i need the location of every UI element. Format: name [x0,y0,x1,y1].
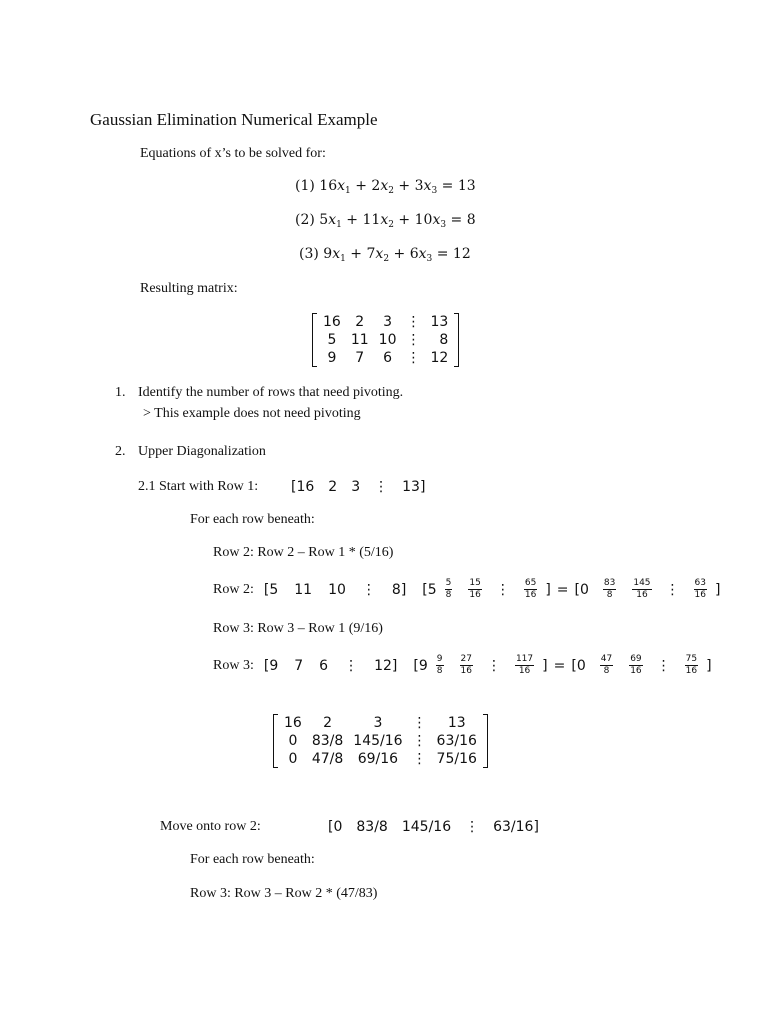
row-separator: ⋮ [486,657,501,674]
augmented-matrix [312,313,459,367]
step-1-note: > This example does not need pivoting [143,406,361,421]
matrix-separator: ⋮ [406,314,421,330]
step-2-1-row [291,479,425,495]
row3-operation-2: Row 3: Row 3 – Row 2 * (47/83) [190,886,378,901]
row-value: 5 [427,581,437,598]
row-label: Row 2: [213,581,254,597]
row-value: 11 [294,581,313,598]
matrix-cell: 3 [373,715,383,731]
denominator: 16 [685,666,698,676]
matrix-cell: 6 [383,350,393,366]
coef: 7 [366,246,376,262]
matrix-row [279,732,482,750]
denominator: 16 [518,666,531,676]
right-bracket: ] [545,581,551,598]
denominator: 16 [694,590,706,600]
matrix-separator: ⋮ [406,332,421,348]
fraction [436,654,444,677]
fraction [600,654,613,677]
fraction [629,654,642,677]
row-value: 6 [319,657,329,674]
matrix-cell: 8 [439,332,449,348]
left-bracket [273,714,278,768]
denominator: 8 [606,590,613,600]
fraction [468,578,481,601]
matrix-cell: 83/8 [311,733,344,749]
matrix-separator: ⋮ [412,733,427,749]
coef: 10 [414,212,433,228]
row-value: 0 [576,657,586,674]
row-value: 7 [294,657,304,674]
coef: 2 [371,178,381,194]
fraction [460,654,473,677]
denominator: 16 [636,590,648,600]
matrix-cell: 47/8 [311,751,344,767]
fraction [694,578,707,601]
rhs: 8 [466,212,476,228]
row-separator: ⋮ [495,581,510,598]
numerator: 63 [694,578,706,588]
fraction [445,578,453,601]
matrix-cell: 13 [447,715,466,731]
matrix-cell: 2 [323,715,333,731]
resulting-matrix-label: Resulting matrix: [140,281,238,296]
numerator: 69 [630,654,642,664]
row-label: Row 3: [213,657,254,673]
right-bracket: ] [391,657,398,674]
row-value: 0 [579,581,589,598]
row-value: 13 [402,479,420,495]
row-value: 8 [391,581,401,598]
row-separator: ⋮ [465,819,480,835]
matrix-row [318,313,453,331]
right-bracket: ] [706,657,712,674]
equation-2: (2) $5x_1 + 11x_2 + 10x_3 = 8$ [295,212,476,230]
row-separator: ⋮ [656,657,671,674]
row-value: 2 [328,479,338,495]
matrix-cell: 145/16 [353,733,403,749]
left-bracket: [ [422,581,428,598]
denominator: 8 [445,590,452,600]
intro-text: Equations of x’s to be solved for: [140,146,326,161]
matrix-cell: 7 [355,350,365,366]
row3-calculation [213,654,712,677]
numerator: 27 [460,654,472,664]
row-value: 145/16 [401,819,452,835]
right-bracket: ] [715,581,721,598]
matrix-cell: 16 [284,715,302,731]
row-value: 5 [269,581,279,598]
matrix-row [279,750,482,768]
left-bracket: [ [291,479,297,495]
matrix-cell: 3 [383,314,393,330]
equation-1: (1) $16x_1 + 2x_2 + 3x_3 = 13$ [295,178,476,196]
coef: 5 [319,212,329,228]
denominator: 16 [524,590,537,600]
matrix-cell: 69/16 [357,751,399,767]
fraction [632,578,651,601]
numerator: 65 [524,578,537,588]
coef: 16 [319,178,338,194]
matrix-row [318,349,453,367]
matrix-cell: 12 [430,350,449,366]
numerator: 47 [600,654,613,664]
step-2-text: Upper Diagonalization [138,444,266,459]
matrix-cell: 9 [327,350,337,366]
rhs: 13 [457,178,476,194]
matrix-separator: ⋮ [406,350,421,366]
denominator: 8 [436,666,443,676]
matrix-cell: 0 [288,733,298,749]
fraction [515,654,534,677]
equation-label: (3) [299,246,319,262]
row-value: 9 [418,657,428,674]
row-separator: ⋮ [665,581,680,598]
numerator: 15 [469,578,481,588]
numerator: 117 [515,654,534,664]
matrix-cell: 11 [350,332,369,348]
fraction [603,578,616,601]
row-value: 9 [269,657,279,674]
updated-matrix [273,714,488,768]
right-bracket: ] [533,819,539,835]
step-1-text: Identify the number of rows that need pivoting. [138,385,404,400]
right-bracket: ] [419,479,426,495]
move-onto-label: Move onto row 2: [160,819,261,834]
coef: 6 [409,246,419,262]
page-title: Gaussian Elimination Numerical Example [90,110,378,129]
denominator: 16 [630,666,642,676]
left-bracket: [ [571,657,577,674]
for-each-row-beneath-2: For each row beneath: [190,852,315,867]
matrix-cell: 75/16 [436,751,477,767]
row-value: 16 [296,479,315,495]
left-bracket [312,313,317,367]
matrix-cell: 5 [327,332,337,348]
equals-sign: = [556,581,569,598]
row2-calculation [213,578,720,601]
left-bracket: [ [263,657,270,674]
row-value: 83/8 [356,819,388,835]
equation-label: (1) [295,178,315,194]
row-separator: ⋮ [361,581,376,598]
row-value: 12 [374,657,392,674]
fraction [524,578,537,601]
numerator: 9 [436,654,443,664]
right-bracket: ] [400,581,407,598]
rhs: 12 [452,246,471,262]
numerator: 5 [445,578,452,588]
numerator: 75 [685,654,698,664]
row3-operation: Row 3: Row 3 – Row 1 (9/16) [213,621,383,636]
matrix-cell: 16 [323,314,341,330]
row-value: 63/16 [493,819,534,835]
step-2-number: 2. [115,444,126,459]
matrix-separator: ⋮ [412,751,427,767]
right-bracket: ] [542,657,548,674]
step-1-number: 1. [115,385,126,400]
for-each-row-beneath: For each row beneath: [190,512,315,527]
numerator: 83 [603,578,616,588]
fraction [685,654,698,677]
move-onto-row [328,819,539,835]
matrix-cell: 13 [430,314,449,330]
row2-operation: Row 2: Row 2 – Row 1 * (5/16) [213,545,394,560]
row-separator: ⋮ [344,657,359,674]
coef: 11 [362,212,381,228]
matrix-cell: 63/16 [436,733,477,749]
right-bracket [483,714,488,768]
left-bracket: [ [263,581,270,598]
matrix-row [279,714,482,732]
step-2-1-label: 2.1 Start with Row 1: [138,479,259,494]
matrix-cell: 2 [355,314,365,330]
equation-3: (3) $9x_1 + 7x_2 + 6x_3 = 12$ [299,246,471,264]
matrix-cell: 10 [378,332,397,348]
matrix-cell: 0 [288,751,298,767]
right-bracket [454,313,459,367]
left-bracket: [ [574,581,580,598]
denominator: 16 [460,666,472,676]
coef: 9 [323,246,333,262]
equals-sign: = [553,657,566,674]
row-separator: ⋮ [374,479,389,495]
numerator: 145 [633,578,651,588]
left-bracket: [ [328,819,334,835]
equation-label: (2) [295,212,315,228]
row-value: 10 [328,581,346,598]
left-bracket: [ [413,657,419,674]
denominator: 16 [469,590,481,600]
matrix-separator: ⋮ [412,715,427,731]
coef: 3 [414,178,424,194]
matrix-row [318,331,453,349]
row-value: 3 [351,479,361,495]
row-value: 0 [333,819,343,835]
denominator: 8 [603,666,610,676]
